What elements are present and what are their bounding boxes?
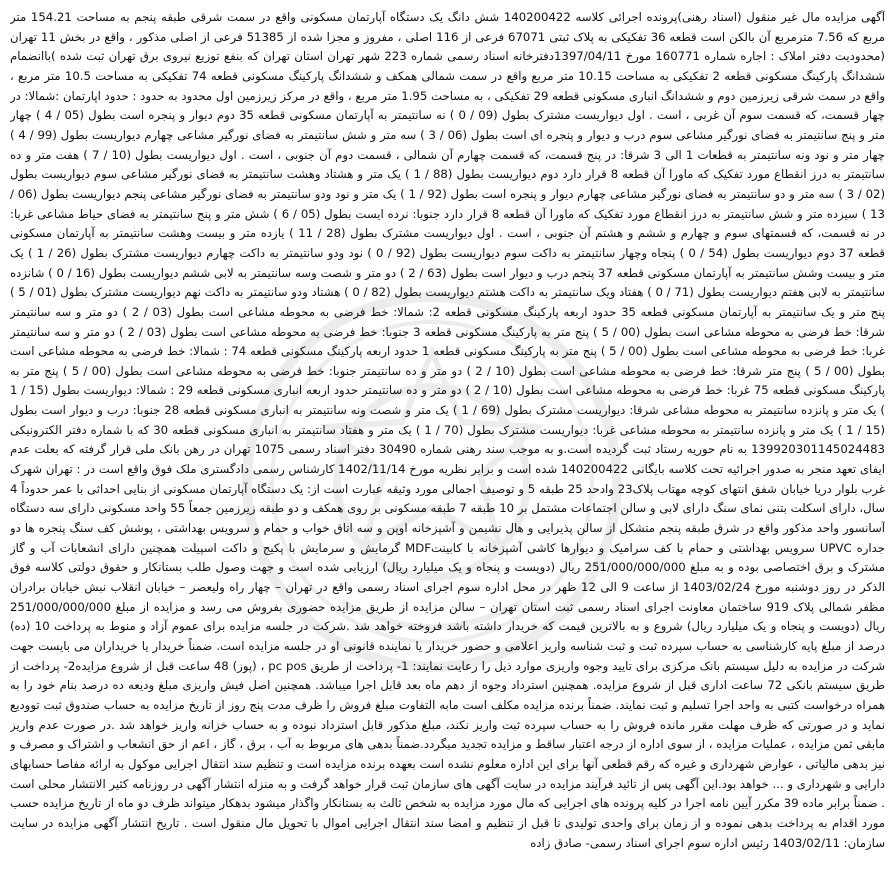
notice-body: آگهی مزایده مال غیر منقول (اسناد رهنی)پرونده اجرائی کلاسه 140200422 شش دانگ یک دستگاه آپارتمان مسکونی واقع در سمت شرقی طبقه پنجم به مساحت 154.21 متر مربع که 7.56 مترمربع آن بالکن است قطعه 36 تفکیکی به پلاک ثبتی 67071 فرعی از 116 اصلی ، مفروز و مجزا شده از 51385 فرعی از اصلی مذکور ، واقع در بخش 11 تهران (محدودیت دفتر املاک : اجاره شماره 160771 مورخ 1397/04/11دفترخانه اسناد رسمی شماره 223 شهر تهران استان تهران که بنفع توزیع نیروی برق تهران ثبت شده )باانضمام ششدانگ پارکینگ مسکونی قطعه 2 تفکیکی به مساحت 10.15 متر مربع واقع در سمت شمالی همکف و ششدانگ پارکینگ مسکونی قطعه 74 تفکیکی به مساحت 10.5 متر مربع ، واقع در سمت شرقی زیرزمین دوم و ششدانگ انباری مسکونی قطعه 29 تفکیکی ، به مساحت 1.95 متر مربع ، واقع در مرکز زیرزمین اول محدود به حدود : حدود اپارتمان :شمالا: در چهار قسمت، که قسمت سوم آن غربی ، است . اول دیواریست مشترک بطول (09 / 0 ) نه سانتیمتر به آپارتمان مسکونی قطعه 35 دوم دیوار و پنجره است بطول (05 / 4 ) چهار متر و پنج سانتیمتر به فضای نورگیر مشاعی سوم درب و دیوار و پنجره ای است بطول (06 / 3 ) سه متر و شش سانتیمتر به فضای نورگیر مشاعی چهارم دیواریست بطول (99 / 4 ) چهار متر و نود ونه سانتیمتر به قطعات 1 الی 3 شرقا: در پنج قسمت، که قسمت چهارم آن شمالی ، قسمت دوم آن جنوبی ، است . اول دیواریست بطول (10 / 7 ) هفت متر و ده سانتیمتر به درز انقطاع مورد تفکیک که ماورا آن قطعه 8 قرار دارد دوم دیواریست بطول (88 / 1 ) یک متر و هشتاد وهشت سانتیمتر به فضای نورگیر مشاعی سوم دیواریست بطول (02 / 3 ) سه متر و دو سانتیمتر به فضای نورگیر مشاعی چهارم دیوار و پنجره است بطول (92 / 1 ) یک متر و نود ودو سانتیمتر به فضای نورگیر مشاعی پنجم دیواریست بطول (06 / 13 ) سیزده متر و شش سانتیمتر به درز انقطاع مورد تفکیک که ماورا آن قطعه 8 قرار دارد جنوبا: نرده ایست بطول (05 / 6 ) شش متر و پنج سانتیمتر به فضای حیاط مشاعی غربا: در نه قسمت، که قسمتهای سوم و چهارم و ششم و هشتم آن جنوبی ، است . اول دیواریست مشترک بطول (28 / 11 ) یازده متر و بیست وهشت سانتیمتر به آپارتمان مسکونی قطعه 37 دوم دیواریست بطول (54 / 0 ) پنجاه وچهار سانتیمتر به داکت سوم دیواریست بطول (92 / 0 ) نود ودو سانتیمتر به داکت چهارم دیواریست مشترک بطول (26 / 1 ) یک متر و بیست وشش سانتیمتر به آپارتمان مسکونی قطعه 37 پنجم درب و دیوار است بطول (63 / 2 ) دو متر و شصت وسه سانتیمتر به لابی ششم دیواریست بطول (16 / 0 ) شانزده سانتیمتر به لابی هفتم دیواریست بطول (71 / 0 ) هفتاد ویک سانتیمتر به داکت هشتم دیواریست بطول (82 / 0 ) هشتاد ودو سانتیمتر به داکت نهم دیواریست مشترک بطول (01 / 5 ) پنج متر و یک سانتیمتر به آپارتمان مسکونی قطعه 35 حدود اربعه پارکینگ مسکونی قطعه 2: شمالا: خط فرضی به محوطه مشاعی است بطول (03 / 2 ) دو متر و سه سانتیمتر شرقا: خط فرضی به محوطه مشاعی است بطول (00 / 5 ) پنج متر به پارکینگ مسکونی قطعه 3 جنوبا: خط فرضی به محوطه مشاعی است بطول (03 / 2 ) دو متر و سه سانتیمتر غربا: خط فرضی به محوطه مشاعی است بطول (00 / 5 ) پنج متر به پارکینگ مسکونی قطعه 1 حدود اربعه پارکینگ مسکونی قطعه 74 : شمالا: خط فرضی به محوطه مشاعی است بطول (00 / 5 ) پنج متر شرقا: خط فرضی به محوطه مشاعی است بطول (10 / 2 ) دو متر و ده سانتیمتر جنوبا: خط فرضی به محوطه مشاعی است بطول (00 / 5 ) پنج متر به پارکینگ مسکونی قطعه 75 غربا: خط فرضی به محوطه مشاعی است بطول (10 / 2 ) دو متر و ده سانتیمتر حدود اربعه انباری مسکونی قطعه 29 : شمالا: دیواریست بطول (15 / 1 ) یک متر و پانزده سانتیمتر به محوطه مشاعی شرقا: دیواریست مشترک بطول (69 / 1 ) یک متر و شصت ونه سانتیمتر به انباری مسکونی قطعه 28 جنوبا: درب و دیوار است بطول (15 / 1 ) یک متر و پانزده سانتیمتر به محوطه مشاعی غربا: دیواریست مشترک بطول (70 / 1 ) یک متر و هفتاد سانتیمتر به انباری مسکونی قطعه 30 که با شماره دفتر الکترونیکی 139920301145024483 به نام حوریه رستاد ثبت گردیده است.و به موجب سند رهنی شماره 30490 دفتر اسناد رسمی 1075 تهران در رهن بانک ملی قرار گرفته که بعلت عدم ایفای تعهد منجر به صدور اجرائیه تحت کلاسه بایگانی 140200422 شده است و برابر نظریه مورخ 1402/11/14 کارشناس رسمی دادگستری ملک فوق واقع است در : تهران شهرک غرب بلوار دریا خیابان شفق انتهای کوچه مهتاب پلاک23 وادحد 25 طبقه 5 و توصیف اجمالی مورد وثیقه عبارت است از: یک دستگاه آپارتمان مسکونی از بنایی احداثی با عمر حدوداً 4 سال، دارای اسکلت بتنی نمای سنگ دارای لابی و سالن اجتماعات مشتمل بر 10 طبقه 7 طبقه مسکونی بر روی همکف و دو طبقه زیرزمین جمعاً 55 واحد مسکونی دارای سه دستگاه آسانسور واحد مذکور واقع در شرق طبقه پنجم متشکل از سالن پذیرایی و هال نشیمن و آشپزخانه اوپن و سه اتاق خواب و حمام و سرویس بهداشتی ، پوشش کف سنگ پنجره ها دو جداره UPVC سرویس بهداشتی و حمام با کف سرامیک و دیوارها کاشی آشپزخانه با کابینتMDF گرمایش و سرمایش با پکیج و داکت اسپیلت همچنین دارای انشعابات آب و گاز مشترک و برق اختصاصی بوده و به مبلغ 251/000/000/000 ریال (دویست و پنجاه و یک میلیارد ریال) ارزیابی شده است و جهت وصول طلب بستانکار و حقوق دولتی کلاسه فوق الذکر در روز دوشنبه مورخ 1403/02/24 از ساعت 9 الی 12 ظهر در محل اداره سوم اجرای اسناد رسمی واقع در تهران – چهار راه ولیعصر – خیابان انقلاب نبش خیابان برادران مظفر شمالی پلاک 919 ساختمان معاونت اجرای اسناد رسمی ثبت استان تهران – سالن مزایده از طریق مزایده حضوری بفروش می رسد و مزایده از مبلغ 251/000/000/000 ریال (دویست و پنجاه و یک میلیارد ریال) شروع و به بالاترین قیمت که خریدار داشته باشد فروخته خواهد شد .شرکت در جلسه مزایده برای عموم آزاد و منوط به پرداخت 10 (ده) درصد از مبلغ پایه کارشناسی به حساب سپرده ثبت و ثبت شناسه واریز اعلامی و حضور خریدار یا نماینده قانونی او در جلسه مزایده است. ضمناً خریدار یا خریداران می بایست جهت شرکت در مزایده به دلیل سیستم بانک مرکزی برای تایید وجوه واریزی موارد ذیل را رعایت نمایند: 1- پرداخت از طریق pc pos ، (پوز) 48 ساعت قبل از شروع مزایده2- پرداخت از طریق سیستم بانکی 72 ساعت اداری قبل از شروع مزایده. همچنین استرداد وجوه از دهم ماه بعد قابل اجرا میباشد. همچنین اصل فیش واریزی مبلغ ودیعه ده درصد بنام خود را به همراه درخواست کتبی به واحد اجرا تسلیم و ثبت نمایند. ضمناً برنده مزایده مکلف است مابه التفاوت مبلغ فروش را ظرف مدت پنج روز از تاریخ مزایده به حساب صندوق ثبت توودیع نماید و در صورتی که ظرف مهلت مقرر مانده فروش را به حساب سپرده ثبت واریز نکند، مبلغ مذکور قابل استرداد نبوده و به حساب خزانه واریز خواهد شد .در صورت عدم واریز مابقی ثمن مزایده ، عملیات مزایده ، از سوی اداره از درجه اعتبار ساقط و مزایده تجدید میگردد.ضمناً بدهی های مربوط به آب ، برق ، گاز ، اعم از حق انشعاب و اشتراک و مصرف و نیز بدهی مالیاتی ، عوارض شهرداری و غیره که رقم قطعی آنها برای این اداره معلوم نشده است بعهده برنده مزایده است و تنظیم سند انتقال اجرایی موکول به ارائه مفاصا حسابهای دارایی و شهرداری و ... خواهد بود.این آگهی پس از تائید فرآیند مزایده در سایت آگهی های سازمان ثبت قرار خواهد گرفت و به منزله انتشار آگهی در روزنامه کثیر الانتشار محلی است . ضمناً برابر ماده 39 مکرر آیین نامه اجرا در کلیه پرونده های اجرایی که مال مورد مزایده به شخص ثالث به بستانکار واگذار میشود بدهکار میتواند ظرف دو ماه از تاریخ مزایده حسب مورد اقدام به پرداخت بدهی نموده و از زمان برای واحدی تولیدی تا قبل از تنظیم و امضا سند انتقال اجرایی اموال با تحویل مال منقول است . تاریخ انتشار آگهی مزایده در سایت سازمان: 1403/02/11 رئیس اداره سوم اجرای اسناد رسمی- صادق زاده xyxy=(10,10,885,850)
auction-notice xyxy=(10,8,885,863)
